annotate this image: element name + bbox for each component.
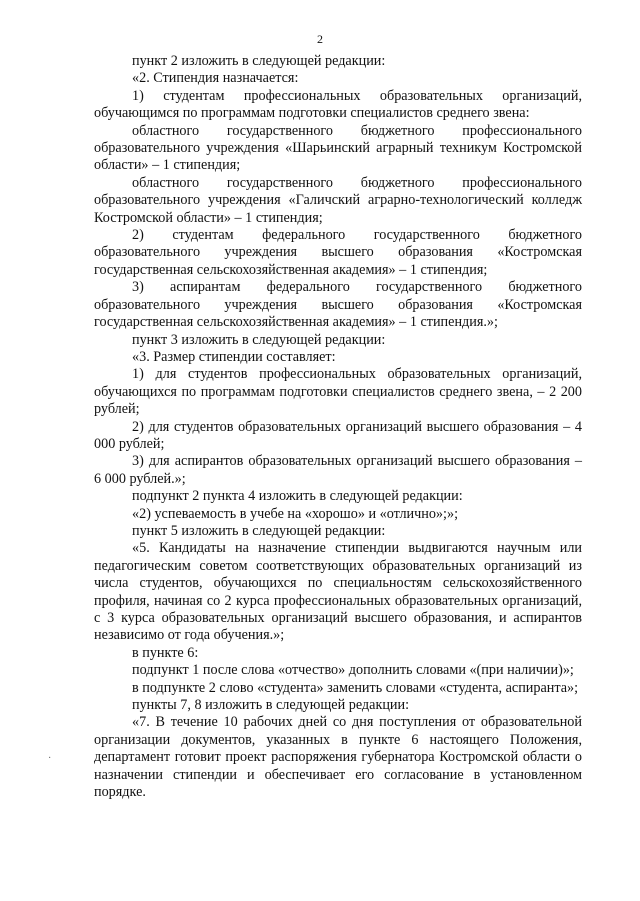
paragraph: «3. Размер стипендии составляет: bbox=[132, 348, 336, 365]
paragraph: областного государственного бюджетного профессионального образовательного учреждения «Галичский аграрно-технологический колледж Костромской области» – 1 стипендия; bbox=[94, 174, 582, 226]
paragraph: пункт 3 изложить в следующей редакции: bbox=[132, 331, 386, 348]
paragraph: в подпункте 2 слово «студента» заменить словами «студента, аспиранта»; bbox=[132, 679, 579, 696]
document-body bbox=[94, 53, 582, 801]
paragraph: 3) аспирантам федерального государственного бюджетного образовательного учреждения высшего образования «Костромская государственная сельскохозяйственная академия» – 1 стипендия.»; bbox=[94, 279, 582, 331]
paragraph: «5. Кандидаты на назначение стипендии выдвигаются научным или педагогическим советом соответствующих образовательных организаций из числа студентов, обучающихся по специальностям сельскохозяйственного профиля, начиная со 2 курса профессиональных образовательных организаций, с 3 курса образовательных организаций высшего образования, и аспирантов независимо от года обучения.»; bbox=[94, 540, 582, 644]
paragraph: 1) студентам профессиональных образовательных организаций, обучающимся по программам подготовки специалистов среднего звена: bbox=[94, 87, 582, 122]
paragraph: 2) для студентов образовательных организаций высшего образования – 4 000 рублей; bbox=[94, 418, 582, 452]
paragraph: «2) успеваемость в учебе на «хорошо» и «отлично»;»; bbox=[132, 505, 459, 522]
paragraph: подпункт 2 пункта 4 изложить в следующей редакции: bbox=[132, 488, 463, 505]
paragraph: пункты 7, 8 изложить в следующей редакции: bbox=[132, 697, 410, 714]
paragraph: 1) для студентов профессиональных образовательных организаций, обучающихся по программам подготовки специалистов среднего звена, – 2 200 рублей; bbox=[94, 366, 582, 418]
paragraph: 3) для аспирантов образовательных организаций высшего образования – 6 000 рублей.»; bbox=[94, 453, 582, 487]
paragraph: пункт 2 изложить в следующей редакции: bbox=[132, 53, 386, 69]
paragraph: областного государственного бюджетного профессионального образовательного учреждения «Шарьинский аграрный техникум Костромской области» – 1 стипендия; bbox=[94, 122, 582, 174]
page-number: 2 bbox=[317, 32, 323, 46]
paragraph: «7. В течение 10 рабочих дней со дня поступления от образовательной организации документов, указанных в пункте 6 настоящего Положения, департамент готовит проект распоряжения губернатора Костромской области о назначении стипендии и обеспечивает его согласование в установленном порядке. bbox=[94, 714, 582, 801]
paragraph: в пункте 6: bbox=[132, 644, 199, 661]
paragraph: 2) студентам федерального государственного бюджетного образовательного учреждения высшего образования «Костромская государственная сельскохозяйственная академия» – 1 стипендия; bbox=[94, 227, 582, 278]
paragraph: «2. Стипендия назначается: bbox=[132, 70, 299, 87]
paragraph: подпункт 1 после слова «отчество» дополнить словами «(при наличии)»; bbox=[132, 662, 574, 679]
paragraph: пункт 5 изложить в следующей редакции: bbox=[132, 522, 386, 539]
scan-mark: · bbox=[48, 753, 52, 764]
